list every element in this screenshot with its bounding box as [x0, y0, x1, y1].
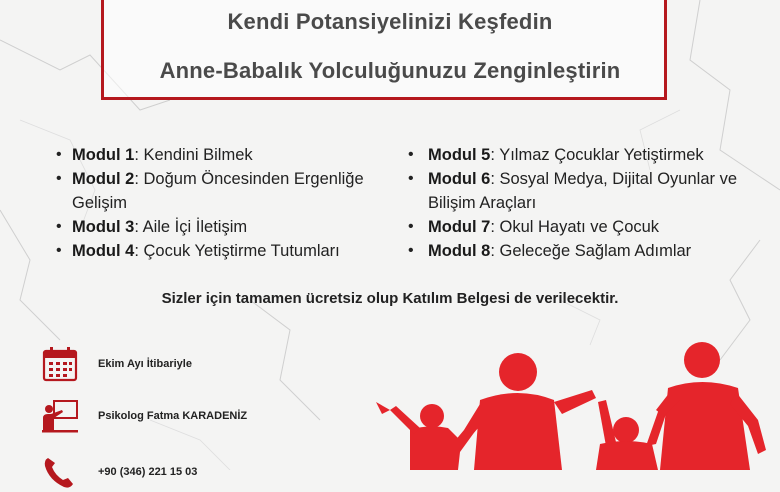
info-date: [40, 344, 192, 384]
module-label: Modul 4: [72, 242, 135, 260]
module-title: : Çocuk Yetiştirme Tutumları: [134, 242, 340, 260]
module-title: : Doğum Öncesinden Ergenliğe Gelişim: [72, 170, 364, 212]
module-label: Modul 5: [428, 146, 491, 164]
list-item: [56, 215, 396, 239]
list-item: [408, 215, 778, 239]
module-title: : Okul Hayatı ve Çocuk: [490, 218, 660, 236]
module-label: Modul 8: [428, 242, 491, 260]
module-title: : Yılmaz Çocuklar Yetiştirmek: [490, 146, 704, 164]
list-item: [408, 143, 778, 167]
module-title: : Aile İçi İletişim: [134, 218, 248, 236]
list-item: [408, 167, 778, 215]
family-illustration: [330, 330, 780, 470]
subheadline: Anne-Babalık Yolculuğunuzu Zenginleştirin: [159, 58, 621, 83]
headline: Kendi Potansiyelinizi Keşfedin: [227, 9, 553, 34]
instructor-text: Psikolog Fatma KARADENİZ: [98, 410, 248, 422]
module-title: : Kendini Bilmek: [134, 146, 253, 164]
phone-icon: [40, 452, 80, 492]
phone-text: +90 (346) 221 15 03: [98, 466, 198, 478]
module-list-left: [56, 143, 396, 263]
module-title: : Geleceğe Sağlam Adımlar: [490, 242, 692, 260]
list-item: [408, 239, 778, 263]
info-instructor: [40, 396, 247, 436]
module-list-right: [408, 143, 778, 263]
module-label: Modul 1: [72, 146, 135, 164]
list-item: [56, 167, 396, 215]
module-title: : Sosyal Medya, Dijital Oyunlar ve Bilişim Araçları: [428, 170, 738, 212]
calendar-icon: [40, 344, 80, 384]
date-text: Ekim Ayı İtibariyle: [98, 358, 192, 370]
teacher-icon: [40, 396, 80, 436]
list-item: [56, 239, 396, 263]
info-phone: [40, 452, 197, 492]
free-certificate-note: Sizler için tamamen ücretsiz olup Katılım Belgesi de verilecektir.: [161, 290, 619, 307]
list-item: [56, 143, 396, 167]
module-label: Modul 3: [72, 218, 135, 236]
module-label: Modul 2: [72, 170, 135, 188]
module-label: Modul 7: [428, 218, 491, 236]
module-label: Modul 6: [428, 170, 491, 188]
